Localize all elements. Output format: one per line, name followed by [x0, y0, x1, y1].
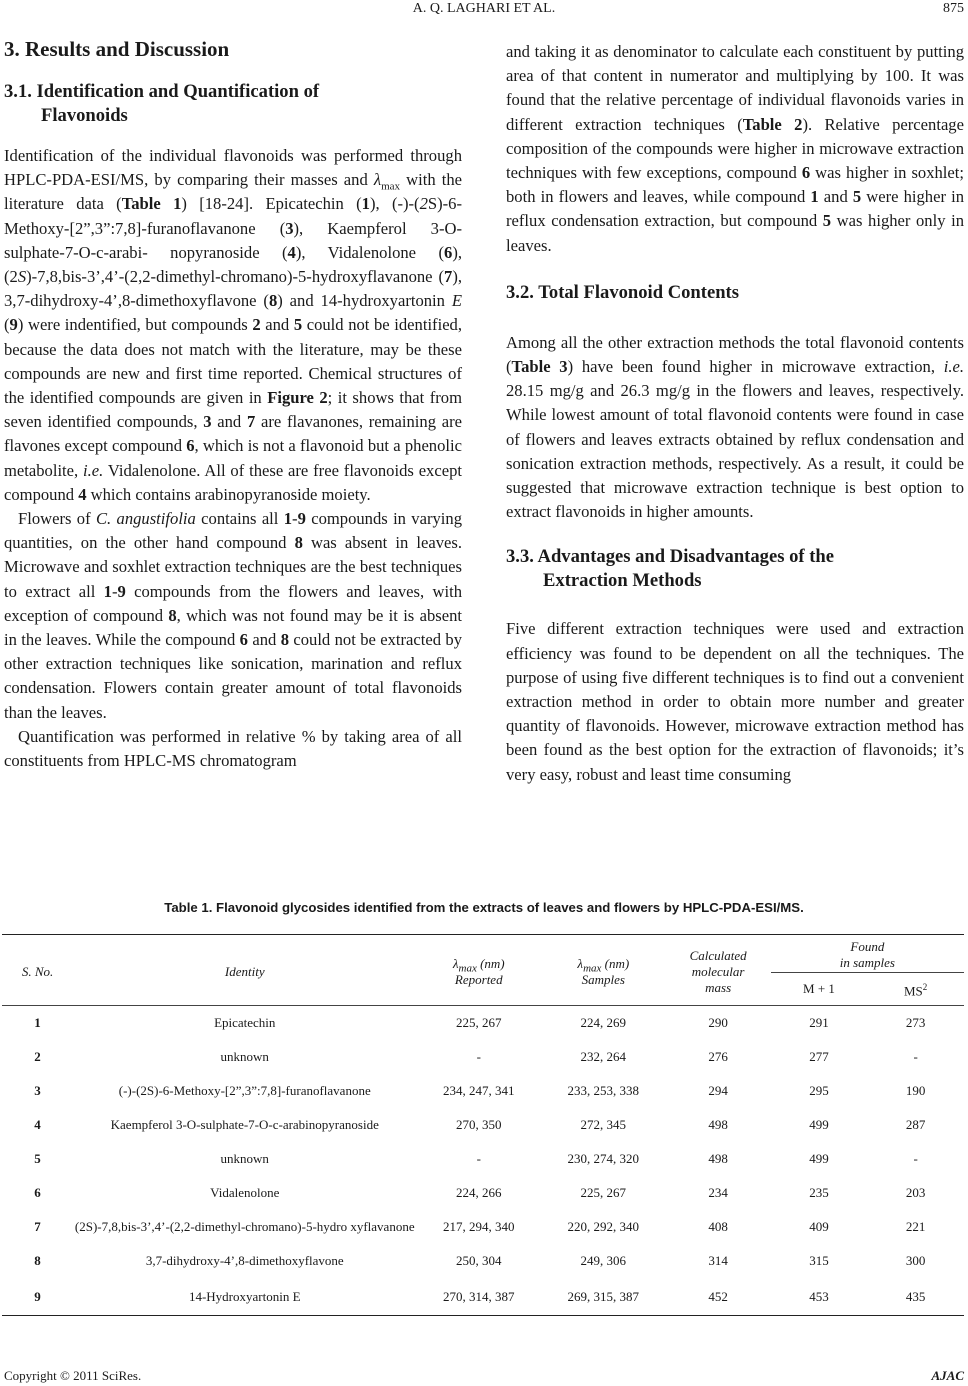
table-row: [2, 1210, 964, 1244]
cell-m1: 409: [809, 1219, 829, 1235]
cell-m1: 499: [809, 1117, 829, 1133]
section-3-2-title: 3.2. Total Flavonoid Contents: [506, 281, 739, 303]
cell-calc: 498: [708, 1151, 728, 1167]
table-row: [2, 1176, 964, 1210]
lambda-sub: max: [583, 962, 602, 975]
cell-reported: 270, 314, 387: [416, 1278, 541, 1316]
calc-line2: molecular: [691, 963, 745, 979]
cell-calc: 294: [708, 1083, 728, 1099]
copyright: Copyright © 2011 SciRes.: [4, 1368, 142, 1383]
table-row: [2, 1244, 964, 1278]
header-found: [771, 935, 964, 973]
cell-samples: 233, 253, 338: [567, 1083, 640, 1099]
cell-sno: 3: [34, 1083, 41, 1099]
cell-reported: 217, 294, 340: [443, 1219, 515, 1235]
cell-sno: 2: [34, 1049, 41, 1065]
cell-calc: 408: [708, 1219, 728, 1235]
cell-reported: 224, 266: [456, 1185, 502, 1201]
cell-ms2: -: [913, 1151, 918, 1167]
cell-calc: 314: [708, 1253, 728, 1269]
cell-sno: 8: [34, 1253, 41, 1269]
cell-ms2: 435: [867, 1278, 964, 1316]
table-row: [2, 1040, 964, 1074]
table-row: [2, 1278, 964, 1316]
cell-identity: Kaempferol 3-O-sulphate-7-O-c-arabinopyranoside: [110, 1117, 379, 1133]
cell-reported: -: [476, 1049, 481, 1065]
journal-abbrev: AJAC: [931, 1368, 964, 1383]
left-column: [4, 36, 462, 773]
header-calculated-mass: [666, 935, 771, 1006]
page-footer: [4, 1368, 964, 1384]
paragraph-quantification: Quantification was performed in relative % by taking area of all constituents from HPLC-MS chromatogram: [4, 726, 462, 771]
section-3-title: 3. Results and Discussion: [4, 37, 230, 61]
header-samples-label: Samples: [581, 971, 625, 987]
cell-ms2: 221: [905, 1219, 926, 1235]
header-lambda-samples: [541, 935, 666, 1006]
cell-identity: Vidalenolone: [210, 1185, 280, 1201]
calc-line3: mass: [705, 979, 732, 995]
cell-reported: 234, 247, 341: [443, 1083, 515, 1099]
lambda-symbol: λ: [452, 955, 459, 971]
paragraph-flowers: Flowers of C. angustifolia contains all 1-9 compounds in varying quantities, on the other hand compound 8 was absent in leaves. Microwave and soxhlet extraction techniques are the best techniques to extract all 1-9 compounds from the flowers and leaves, with exception of compound 8, which was not found may be it is absent in the leaves. While the compound 6 and 8 could not be extracted by other extraction techniques like sonication, marination and reflux condensation. Flowers contain greater amount of total flavonoids than the leaves.: [4, 509, 463, 722]
cell-sno: 7: [34, 1219, 41, 1235]
section-3-3-title-line2: Extraction Methods: [543, 570, 702, 592]
cell-reported: -: [476, 1151, 481, 1167]
header-lambda-reported: [416, 935, 541, 1006]
cell-reported: 270, 350: [456, 1117, 502, 1133]
cell-identity: (2S)-7,8,bis-3’,4’-(2,2-dimethyl-chromano)-5-hydro xyflavanone: [74, 1219, 415, 1235]
section-3-3-title-line1: 3.3. Advantages and Disadvantages of the: [506, 546, 835, 568]
cell-samples: 249, 306: [580, 1253, 627, 1269]
cell-samples: 272, 345: [580, 1117, 627, 1133]
cell-m1: 277: [809, 1049, 829, 1065]
header-reported-label: Reported: [454, 971, 503, 987]
cell-samples: 224, 269: [580, 1015, 627, 1031]
found-line1: Found: [850, 939, 885, 954]
cell-ms2: -: [913, 1049, 918, 1065]
header-identity: Identity: [73, 935, 416, 1006]
paragraph-total-flavonoid: Among all the other extraction methods the total flavonoid contents (Table 3) have been found higher in microwave extraction, i.e. 28.15 mg/g and 26.3 mg/g in the flowers and leaves, respectively. While lowest amount of total flavonoid contents were found in case of flowers and leaves extracts obtained by reflux condensation and sonication extraction methods, respectively. As a result, it could be suggested that microwave extraction technique is best option to extract flavonoids in higher amounts.: [506, 332, 964, 522]
section-3-1-title-line1: 3.1. Identification and Quantification of: [4, 81, 320, 102]
cell-identity: unknown: [220, 1151, 269, 1167]
cell-calc: 276: [708, 1049, 728, 1065]
cell-identity: unknown: [220, 1049, 269, 1065]
cell-calc: 452: [666, 1278, 771, 1316]
lambda-symbol: λ: [577, 955, 584, 971]
table-row: [2, 1108, 964, 1142]
cell-calc: 290: [708, 1015, 728, 1031]
cell-ms2: 287: [905, 1117, 926, 1133]
ms2-sup: 2: [922, 982, 928, 992]
cell-ms2: 190: [905, 1083, 926, 1099]
lambda-unit: (nm): [476, 955, 505, 971]
cell-sno: 5: [34, 1151, 41, 1167]
table-1-caption: Table 1. Flavonoid glycosides identified from the extracts of leaves and flowers by HPLC-PDA-ESI/MS.: [164, 900, 804, 915]
cell-ms2: 273: [905, 1015, 926, 1031]
table-row: [2, 1074, 964, 1108]
paragraph-advantages: Five different extraction techniques were used and extraction efficiency was found to be dependent on all the techniques. The purpose of using five different techniques is to find out a convenient extraction method in order to obtain more number and greater quantity of flavonoids. However, microwave extraction method has been found as the best option for the extraction of flavonoids; it’s very easy, robust and least time consuming: [506, 619, 964, 784]
table-1: [2, 934, 964, 1316]
cell-m1: 453: [771, 1278, 868, 1316]
ms2-label: MS: [903, 983, 923, 999]
cell-ms2: 300: [905, 1253, 926, 1269]
found-line2: in samples: [839, 955, 895, 970]
cell-m1: 295: [809, 1083, 829, 1099]
cell-samples: 232, 264: [580, 1049, 627, 1065]
cell-m1: 499: [809, 1151, 829, 1167]
header-ms2: [867, 973, 964, 1006]
cell-sno: 4: [34, 1117, 41, 1133]
cell-calc: 234: [708, 1185, 728, 1201]
page-header: [0, 0, 968, 26]
lambda-unit: (nm): [601, 955, 630, 971]
cell-samples: 220, 292, 340: [567, 1219, 640, 1235]
cell-samples: 225, 267: [580, 1185, 627, 1201]
cell-sno: 9: [2, 1278, 73, 1316]
cell-samples: 230, 274, 320: [567, 1151, 640, 1167]
paragraph-identification: Identification of the individual flavonoids was performed through HPLC-PDA-ESI/MS, by comparing their masses and $\lambda_{max}$ with the literature data (Table 1) [18-24]. Epicatechin (1), (-)-(2S)-6-Methoxy-[2”,3”:7,8]-furanoflavanone (3), Kaempferol 3-O-sulphate-7-O-c-arabi- nopyranoside (4), Vidalenolone (6), (2S)-7,8,bis-3’,4’-(2,2-dimethyl-chromano)-5-hydroxyflavanone (7), 3,7-dihydroxy-4’,8-dimethoxyflavone (8) and 14-hydroxyartonin E (9) were indentified, but compounds 2 and 5 could not be identified, because the data does not match with the literature, may be these compounds are new and first time reported. Chemical structures of the identified compounds are given in Figure 2; it shows that from seven identified compounds, 3 and 7 are flavanones, remaining are flavones except compound 6, which is not a flavonoid but a phenolic metabolite, i.e. Vidalenolone. All of these are free flavonoids except compound 4 which contains arabinopyranoside moiety.: [4, 146, 463, 504]
cell-m1: 235: [809, 1185, 829, 1201]
cell-reported: 250, 304: [456, 1253, 502, 1269]
right-column: [506, 40, 964, 787]
lambda-sub: max: [458, 962, 477, 975]
cell-ms2: 203: [905, 1185, 926, 1201]
running-authors: A. Q. LAGHARI ET AL.: [412, 1, 556, 16]
calc-line1: Calculated: [689, 947, 747, 963]
table-row: [2, 1006, 964, 1041]
cell-m1: 291: [809, 1015, 829, 1031]
section-3-1-title-line2: Flavonoids: [41, 105, 128, 126]
cell-m1: 315: [809, 1253, 829, 1269]
cell-identity: 3,7-dihydroxy-4’,8-dimethoxyflavone: [145, 1253, 344, 1269]
page-number: 875: [943, 1, 964, 16]
cell-sno: 6: [34, 1185, 41, 1201]
table-1-body: [2, 1006, 964, 1316]
header-sno: S. No.: [2, 935, 73, 1006]
paragraph-quantification-cont: and taking it as denominator to calculate each constituent by putting area of that content in numerator and multiplying by 100. It was found that the relative percentage of individual flavonoids varies in different extraction techniques (Table 2). Relative percentage composition of the compounds were higher in microwave extraction techniques with few exceptions, compound 6 was higher in soxhlet; both in flowers and leaves, while compound 1 and 5 were higher in reflux condensation extraction, but compound 5 was higher only in leaves.: [506, 42, 965, 255]
cell-sno: 1: [34, 1015, 41, 1031]
header-m1: M + 1: [771, 973, 868, 1006]
section-3-1-title: [4, 80, 462, 128]
table-row: [2, 1142, 964, 1176]
cell-identity: (-)-(2S)-6-Methoxy-[2”,3”:7,8]-furanoflavanone: [118, 1083, 371, 1099]
cell-identity: 14-Hydroxyartonin E: [73, 1278, 416, 1316]
section-3-3-title: [506, 545, 964, 593]
cell-identity: Epicatechin: [214, 1015, 276, 1031]
cell-samples: 269, 315, 387: [541, 1278, 666, 1316]
cell-reported: 225, 267: [456, 1015, 502, 1031]
cell-calc: 498: [708, 1117, 728, 1133]
